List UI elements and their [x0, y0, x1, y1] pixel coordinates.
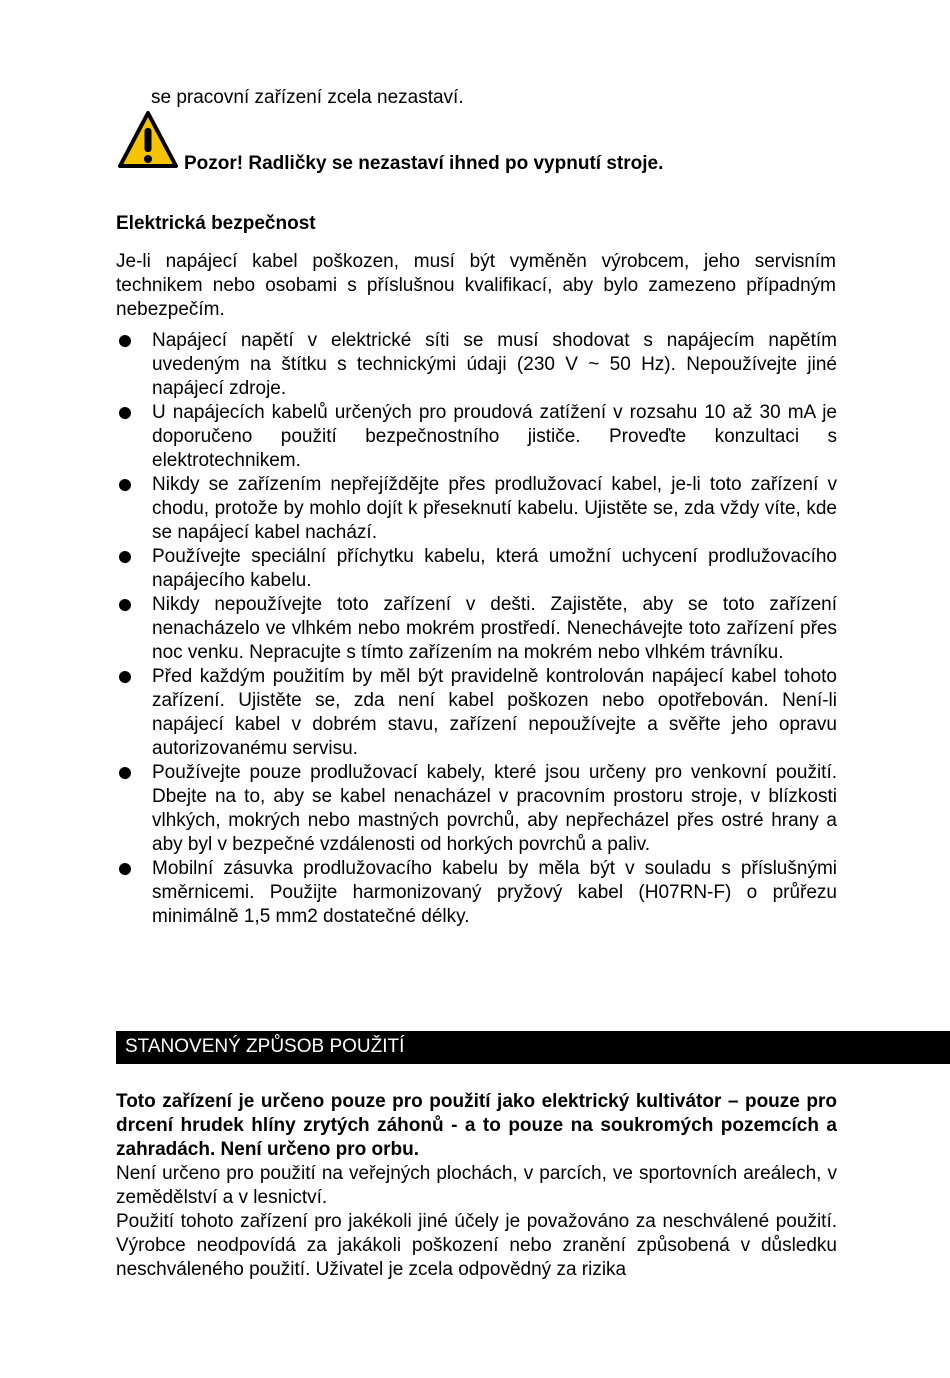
list-item-text: Používejte speciální příchytku kabelu, která umožní uchycení prodlužovacího napájecího kabelu. — [152, 546, 837, 591]
list-item-text: Mobilní zásuvka prodlužovacího kabelu by měla být v souladu s příslušnými směrnicemi. Použijte harmonizovaný pryžový kabel (H07RN-F) o průřezu minimálně 1,5 mm2 dostatečné délky. — [152, 858, 837, 927]
bullet-icon — [119, 407, 131, 419]
intended-use-body — [116, 1090, 837, 1282]
list-item-text: Nikdy se zařízením nepřejíždějte přes prodlužovací kabel, je-li toto zařízení v chodu, protože by mohlo dojít k přeseknutí kabelu. Ujistěte se, zda vždy víte, kde se napájecí kabel nachází. — [152, 474, 837, 543]
list-item-text: Používejte pouze prodlužovací kabely, které jsou určeny pro venkovní použití. Dbejte na to, aby se kabel nenacházel v pracovním prostoru stroje, v blízkosti vlhkých, mokrých nebo mastných povrchů, aby nepřecházel přes ostré hrany a aby byl v bezpečné vzdálenosti od horkých povrchů a paliv. — [152, 762, 837, 855]
intended-use-bold-paragraph: Toto zařízení je určeno pouze pro použití jako elektrický kultivátor – pouze pro drcení hrudek hlíny zrytých záhonů - a to pouze na soukromých pozemcích a zahradách. Není určeno pro orbu. — [116, 1091, 837, 1160]
list-item — [116, 401, 837, 473]
list-item — [116, 593, 837, 665]
bullet-icon — [119, 863, 131, 875]
section-heading-intended-use: STANOVENÝ ZPŮSOB POUŽITÍ — [125, 1036, 405, 1057]
intended-use-paragraph: Použití tohoto zařízení pro jakékoli jiné účely je považováno za neschválené použití. Výrobce neodpovídá za jakákoli poškození nebo zranění způsobená v důsledku neschváleného použití. Uživatel je zcela odpovědný za rizika — [116, 1211, 837, 1280]
section-heading-electrical-safety: Elektrická bezpečnost — [116, 213, 316, 234]
warning-triangle-icon — [117, 110, 179, 170]
continuation-text: se pracovní zařízení zcela nezastaví. — [151, 87, 464, 108]
list-item — [116, 761, 837, 857]
bullet-icon — [119, 551, 131, 563]
list-item — [116, 857, 837, 929]
list-item — [116, 329, 837, 401]
intended-use-paragraph: Není určeno pro použití na veřejných plochách, v parcích, ve sportovních areálech, v zemědělství a v lesnictví. — [116, 1163, 837, 1208]
bullet-icon — [119, 767, 131, 779]
list-item-text: Napájecí napětí v elektrické síti se musí shodovat s napájecím napětím uvedeným na štítku s technickými údaji (230 V ~ 50 Hz). Nepoužívejte jiné napájecí zdroje. — [152, 330, 837, 399]
list-item-text: U napájecích kabelů určených pro proudová zatížení v rozsahu 10 až 30 mA je doporučeno použití bezpečnostního jističe. Proveďte konzultaci s elektrotechnikem. — [152, 402, 837, 471]
list-item — [116, 665, 837, 761]
electrical-intro-paragraph: Je-li napájecí kabel poškozen, musí být vyměněn výrobcem, jeho servisním technikem nebo osobami s příslušnou kvalifikací, aby bylo zamezeno případným nebezpečím. — [116, 251, 836, 320]
list-item-text: Nikdy nepoužívejte toto zařízení v dešti. Zajistěte, aby se toto zařízení nenacházelo ve vlhkém nebo mokrém prostředí. Nenechávejte toto zařízení přes noc venku. Nepracujte s tímto zařízením na mokrém nebo vlhkém trávníku. — [152, 594, 837, 663]
bullet-icon — [119, 479, 131, 491]
section-header-bar — [116, 1031, 950, 1064]
bullet-icon — [119, 671, 131, 683]
bullet-icon — [119, 335, 131, 347]
electrical-safety-list — [116, 329, 837, 929]
list-item — [116, 545, 837, 593]
warning-text: Pozor! Radličky se nezastaví ihned po vypnutí stroje. — [184, 153, 664, 174]
list-item — [116, 473, 837, 545]
list-item-text: Před každým použitím by měl být pravidelně kontrolován napájecí kabel tohoto zařízení. Ujistěte se, zda není kabel poškozen nebo opotřebován. Není-li napájecí kabel v dobrém stavu, zařízení nepoužívejte a svěřte jeho opravu autorizovanému servisu. — [152, 666, 837, 759]
bullet-icon — [119, 599, 131, 611]
